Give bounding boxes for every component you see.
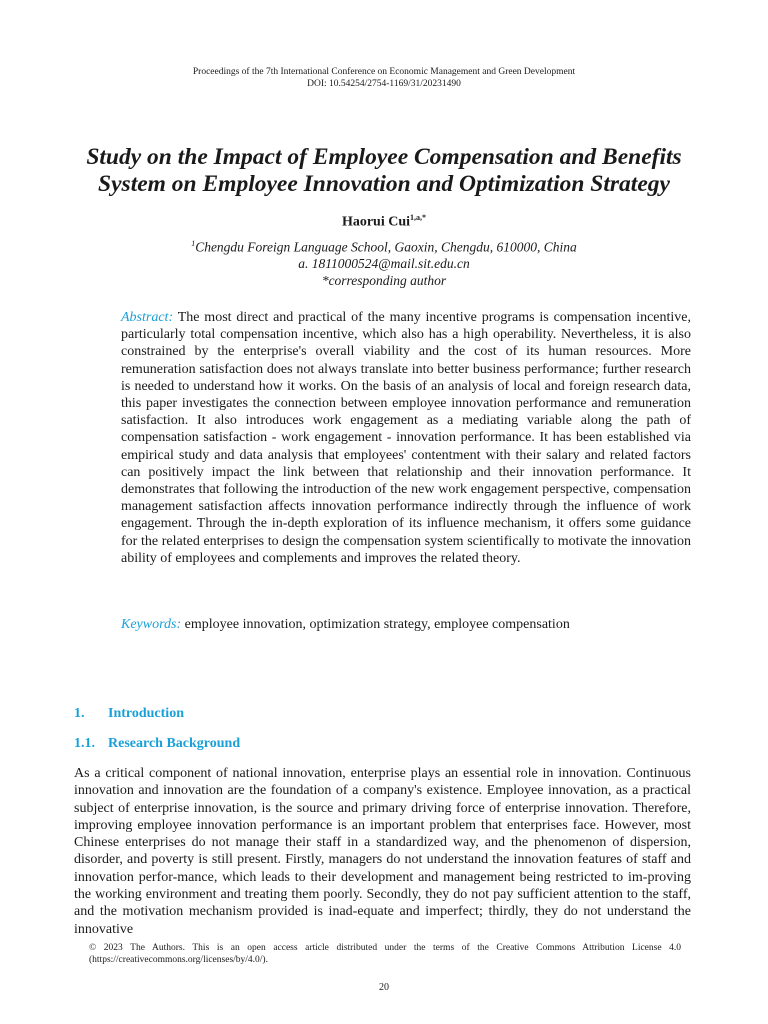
section-heading-introduction — [74, 706, 184, 722]
paper-title — [40, 144, 728, 198]
license-footnote: © 2023 The Authors. This is an open access article distributed under the terms of the Creative Commons Attribution License 4.0 (https://creativecommons.org/licenses/by/4.0/). — [89, 943, 681, 965]
doi-line: DOI: 10.54254/2754-1169/31/20231490 — [307, 79, 461, 89]
affiliation-line — [0, 236, 768, 256]
section-number: 1. — [74, 706, 85, 721]
abstract-text: The most direct and practical of the many incentive programs is compensation incentive, particularly total compensation incentive, which also has a high operability. Nevertheless, it is also constrained by the enterprise's overall viability and the cost of its human resources. More remuneration satisfaction does not always translate into better business performance; further research is needed to understand how it works. On the basis of an analysis of local and foreign research data, this paper investigates the connection between employee innovation performance and remuneration satisfaction. It also introduces work engagement as a mediating variable along the path of compensation satisfaction - work engagement - innovation performance. It has been established via empirical study and data analysis that employees' contentment with their salary and related factors can positively impact the link between that relationship and their innovation performance. It demonstrates that following the introduction of the new work engagement perspective, compensation management satisfaction affects innovation performance indirectly through the influence of work engagement. Through the in-depth exploration of its influence mechanism, it offers some guidance for the related enterprises to design the compensation system scientifically to motivate the innovation ability of employees and complements and improves the related theory. — [121, 310, 691, 566]
title-line-2: System on Employee Innovation and Optimization Strategy — [98, 171, 670, 197]
page-number: 20 — [379, 982, 389, 993]
affiliation-mark: 1 — [191, 239, 196, 248]
subsection-title: Research Background — [108, 736, 241, 751]
affiliation-text: Chengdu Foreign Language School, Gaoxin, Chengdu, 610000, China — [195, 239, 577, 255]
title-line-1: Study on the Impact of Employee Compensation and Benefits — [86, 144, 682, 170]
keywords-text: employee innovation, optimization strategy, employee compensation — [184, 617, 570, 632]
author-name: Haorui Cui — [341, 214, 411, 230]
keywords — [121, 617, 691, 633]
abstract-label: Abstract: — [121, 310, 174, 325]
section-title: Introduction — [108, 706, 184, 721]
keywords-label: Keywords: — [121, 617, 182, 632]
subsection-heading-research-background — [74, 736, 240, 752]
subsection-number: 1.1. — [74, 736, 95, 751]
proceedings-line: Proceedings of the 7th International Conference on Economic Management and Green Development — [192, 67, 576, 77]
running-header — [0, 66, 768, 90]
author-marks: 1,a,* — [410, 213, 427, 222]
corresponding-note: *corresponding author — [321, 272, 447, 288]
affiliation-block — [0, 236, 768, 289]
author-line — [0, 213, 768, 231]
author-email: a. 1811000524@mail.sit.edu.cn — [298, 256, 470, 271]
abstract — [121, 309, 691, 567]
body-paragraph: As a critical component of national innovation, enterprise plays an essential role in innovation. Continuous innovation and innovation are the foundation of a company's existence. Employee innovation, as a practical subject of enterprise innovation, is the source and primary driving force of enterprise innovation. Therefore, improving employee innovation performance is an important problem that enterprises face. However, most Chinese enterprises do not manage their staff in a standardized way, and the phenomenon of dispersion, disorder, and poverty is still present. Firstly, managers do not understand the innovation features of staff and innovation perfor-mance, which leads to their development and management being restricted to im-proving the working environment and treating them poorly. Secondly, they do not pay sufficient attention to the staff, and the motivation mechanism provided is inad-equate and imperfect; thirdly, they do not understand the innovative — [74, 766, 691, 937]
